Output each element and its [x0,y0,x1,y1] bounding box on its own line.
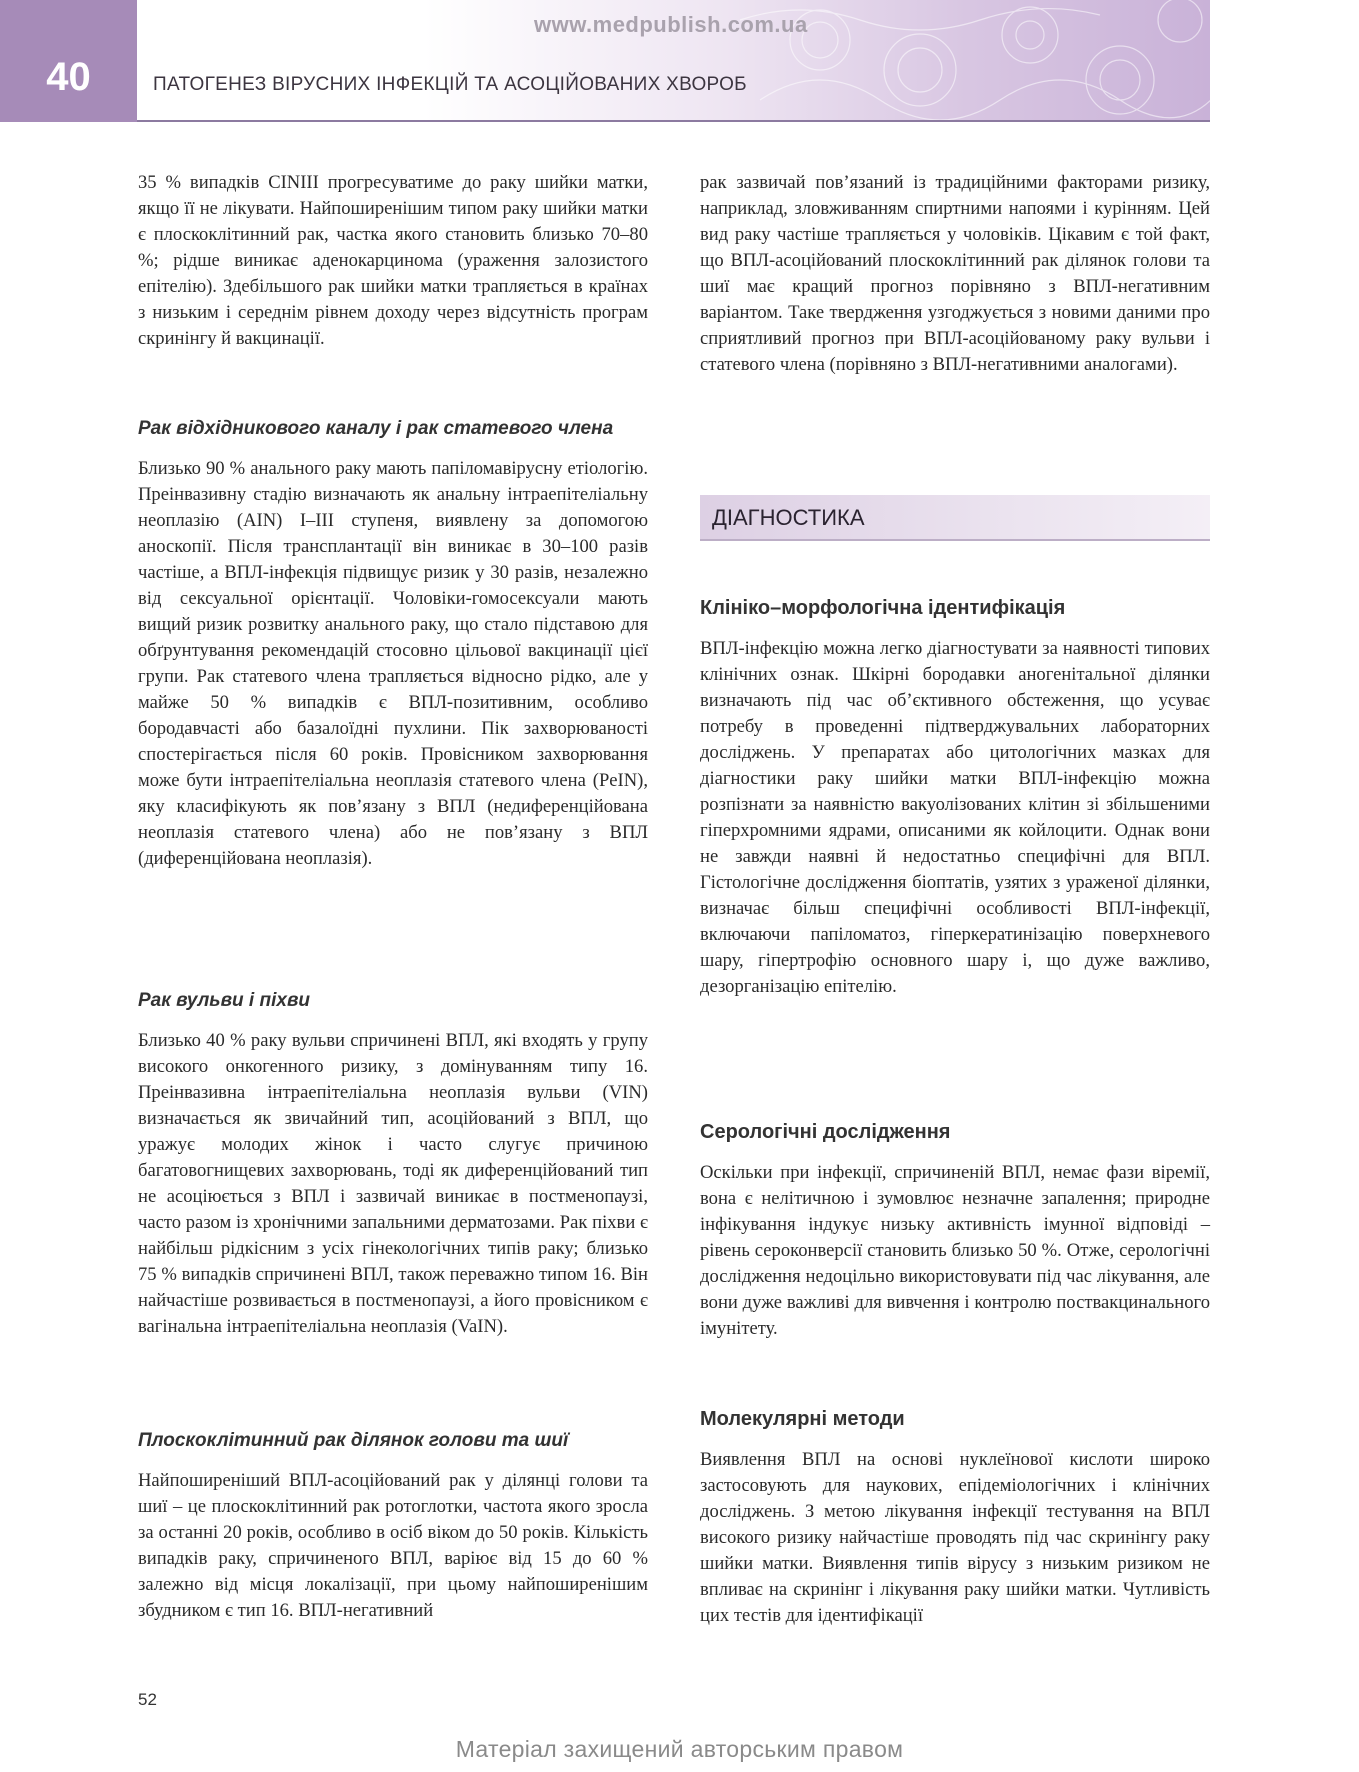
clinical-heading: Клініко–морфологічна ідентифікація [700,597,1066,619]
header-rule [0,120,1210,122]
running-title: ПАТОГЕНЕЗ ВІРУСНИХ ІНФЕКЦІЙ ТА АСОЦІЙОВАНИХ ХВОРОБ [153,74,747,95]
head-neck-heading: Плоскоклітинний рак ділянок голови та шиї [138,1430,569,1451]
molecular-heading: Молекулярні методи [700,1408,905,1430]
serology-heading: Серологічні дослідження [700,1121,951,1143]
section-bar-diagnostics [700,495,1210,541]
page-number: 52 [138,1690,157,1709]
vulva-cancer-heading: Рак вульви і піхви [138,990,311,1011]
site-url: www.medpublish.com.ua [534,12,808,37]
clinical-paragraph: ВПЛ-інфекцію можна легко діагностувати за наявності типових клінічних ознак. Шкірні бородавки аногенітальної ділянки визначають під час об’єктивного обстеження, що усуває потребу в проведенні підтверджувальних лабораторних досліджень. У препаратах або цитологічних мазках для діагностики раку шийки матки ВПЛ-інфекцію можна розпізнати за наявністю вакуолізованих клітин зі збільшеними гіперхромними ядрами, описаними як койлоцити. Однак вони не завжди наявні й недостатньо специфічні для ВПЛ. Гістологічне дослідження біоптатів, узятих з ураженої ділянки, визначає більш специфічні особливості ВПЛ-інфекції, включаючи папіломатоз, гіперкератинізацію поверхневого шару, гіпертрофію основного шару і, що дуже важливо, дезорганізацію епітелію. [700,638,1210,997]
intro-paragraph: 35 % випадків CINIII прогресуватиме до раку шийки матки, якщо її не лікувати. Найпоширенішим типом раку шийки матки є плоскоклітинний рак, частка якого становить близько 70–80 %; рідше виникає аденокарцинома (ураження залозистого епітелію). Здебільшого рак шийки матки трапляється в країнах з низьким і середнім рівнем доходу через відсутність програм скринінгу й вакцинації. [138,172,648,349]
anal-cancer-heading: Рак відхідникового каналу і рак статевого члена [138,418,614,439]
section-title: ДІАГНОСТИКА [712,505,865,530]
head-neck-paragraph: Найпоширеніший ВПЛ-асоційований рак у ділянці голови та шиї – це плоскоклітинний рак ротоглотки, частота якого зросла за останні 20 років, особливо в осіб віком до 50 років. Кількість випадків раку, спричиненого ВПЛ, варіює від 15 до 60 % залежно від місця локалізації, при цьому найпоширенішим збудником є тип 16. ВПЛ-негативний [138,1470,648,1621]
continuation-paragraph: рак зазвичай пов’язаний із традиційними факторами ризику, наприклад, зловживанням спиртними напоями і курінням. Цей вид раку частіше трапляється у чоловіків. Цікавим є той факт, що ВПЛ-асоційований плоскоклітинний рак ділянок голови та шиї має кращий прогноз порівняно з ВПЛ-негативним варіантом. Таке твердження узгоджується з новими даними про сприятливий прогноз при ВПЛ-асоційованому раку вульви і статевого члена (порівняно з ВПЛ-негативними аналогами). [700,172,1210,375]
chapter-number: 40 [46,55,91,99]
molecular-paragraph: Виявлення ВПЛ на основі нуклеїнової кислоти широко застосовують для наукових, епідеміологічних і клінічних досліджень. З метою лікування інфекції тестування на ВПЛ високого ризику найчастіше проводять під час скринінгу раку шийки матки. Виявлення типів вірусу з низьким ризиком не впливає на скринінг і лікування раку шийки матки. Чутливість цих тестів для ідентифікації [700,1449,1210,1626]
anal-cancer-paragraph: Близько 90 % анального раку мають папіломавірусну етіологію. Преінвазивну стадію визначають як анальну інтраепітеліальну неоплазію (AIN) I–III ступеня, виявлену за допомогою аноскопії. Після трансплантації він виникає в 30–100 разів частіше, а ВПЛ-інфекція підвищує ризик у 30 разів, незалежно від сексуальної орієнтації. Чоловіки-гомосексуали мають вищий ризик розвитку анального раку, що стало підставою для обґрунтування рекомендацій стосовно цільової вакцинації цієї групи. Рак статевого члена трапляється відносно рідко, але у майже 50 % випадків є ВПЛ-позитивним, особливо бородавчасті або базалоїдні пухлини. Пік захворюваності спостерігається після 60 років. Провісником захворювання може бути інтраепітеліальна неоплазія статевого члена (PeIN), яку класифікують як пов’язану з ВПЛ (недиференційована неоплазія статевого члена) або не пов’язану з ВПЛ (диференційована неоплазія). [138,458,648,869]
vulva-cancer-paragraph: Близько 40 % раку вульви спричинені ВПЛ, які входять у групу високого онкогенного ризику, з домінуванням типу 16. Преінвазивна інтраепітеліальна неоплазія вульви (VIN) визначається як звичайний тип, асоційований з ВПЛ, що уражує молодих жінок і часто слугує причиною багатовогнищевих захворювань, тоді як диференційований тип не асоціюється з ВПЛ і зазвичай виникає в постменопаузі, часто разом із хронічними запальними дерматозами. Рак піхви є найбільш рідкісним з усіх гінекологічних типів раку; близько 75 % випадків спричинені ВПЛ, також переважно типом 16. Він найчастіше розвивається в постменопаузі, а його провісником є вагінальна інтраепітеліальна неоплазія (VaIN). [138,1030,648,1337]
serology-paragraph: Оскільки при інфекції, спричиненій ВПЛ, немає фази віремії, вона є нелітичною і зумовлює незначне запалення; природне інфікування індукує низьку активність імунної відповіді – рівень сероконверсії становить близько 50 %. Отже, серологічні дослідження недоцільно використовувати під час лікування, але вони дуже важливі для вивчення і контролю поствакцинального імунітету. [700,1162,1210,1339]
copyright-notice: Матеріал захищений авторським правом [455,1736,904,1762]
